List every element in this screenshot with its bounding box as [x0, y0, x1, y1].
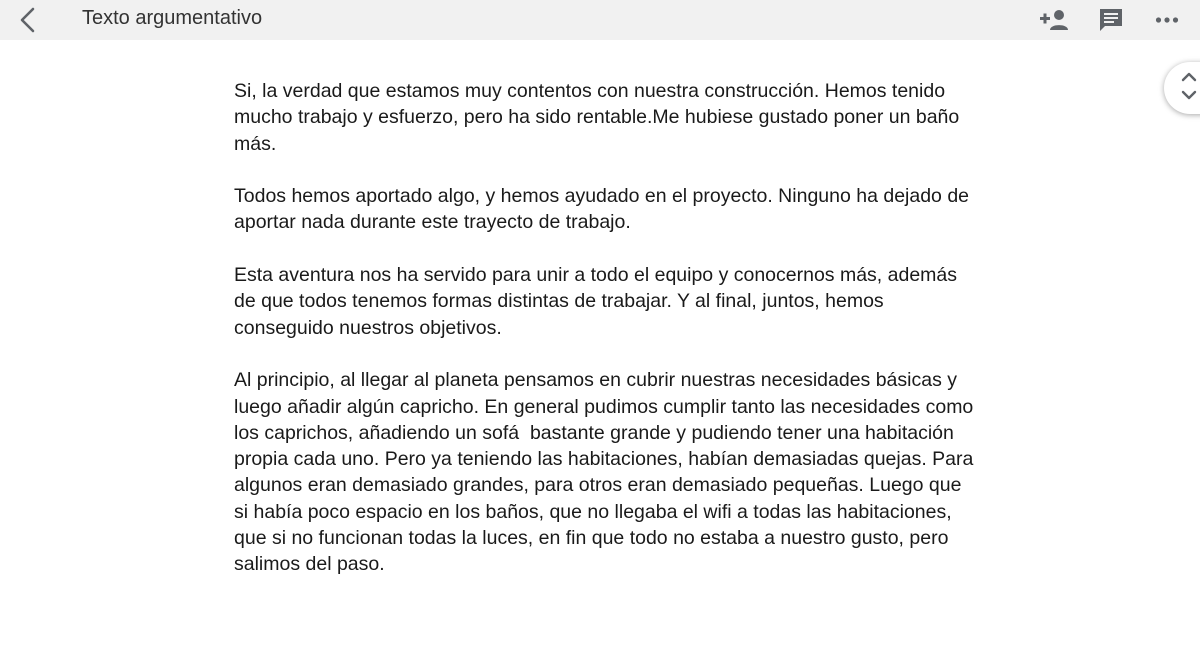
comment-icon	[1098, 7, 1124, 33]
page-scroll-navigator	[1164, 62, 1200, 114]
paragraph: Todos hemos aportado algo, y hemos ayudado en el proyecto. Ninguno ha dejado de aportar nada durante este trayecto de trabajo.	[234, 185, 975, 234]
share-button[interactable]	[1038, 4, 1070, 36]
more-horizontal-icon	[1155, 16, 1179, 24]
document-body[interactable]	[234, 78, 979, 604]
paragraph: Al principio, al llegar al planeta pensamos en cubrir nuestras necesidades básicas y luego añadir algún capricho. En general pudimos cumplir tanto las necesidades como los caprichos, añadiendo un sofá bastante grande y pudiendo tener una habitación propia cada uno. Pero ya teniendo las habitaciones, habían demasiadas quejas. Para algunos eran demasiado grandes, para otros eran demasiado pequeñas. Luego que si había poco espacio en los baños, que no llegaba el wifi a todas las habitaciones, que si no funcionan todas la luces, en fin que todo no estaba a nuestro gusto, pero salimos del paso.	[234, 369, 979, 576]
chevron-up-icon	[1181, 72, 1197, 82]
scroll-up-button[interactable]	[1180, 70, 1198, 84]
document-title: Texto argumentativo	[82, 7, 263, 29]
more-options-button[interactable]	[1151, 4, 1183, 36]
back-button[interactable]	[12, 4, 44, 36]
comments-button[interactable]	[1095, 4, 1127, 36]
paragraph: Si, la verdad que estamos muy contentos con nuestra construcción. Hemos tenido mucho trabajo y esfuerzo, pero ha sido rentable.Me hubiese gustado poner un baño más.	[234, 80, 965, 155]
chevron-down-icon	[1181, 90, 1197, 100]
app-toolbar	[0, 0, 1200, 40]
person-add-icon	[1039, 8, 1069, 32]
scroll-down-button[interactable]	[1180, 88, 1198, 102]
paragraph: Esta aventura nos ha servido para unir a todo el equipo y conocernos más, además de que todos tenemos formas distintas de trabajar. Y al final, juntos, hemos conseguido nuestros objetivos.	[234, 264, 963, 339]
chevron-left-icon	[18, 7, 38, 33]
